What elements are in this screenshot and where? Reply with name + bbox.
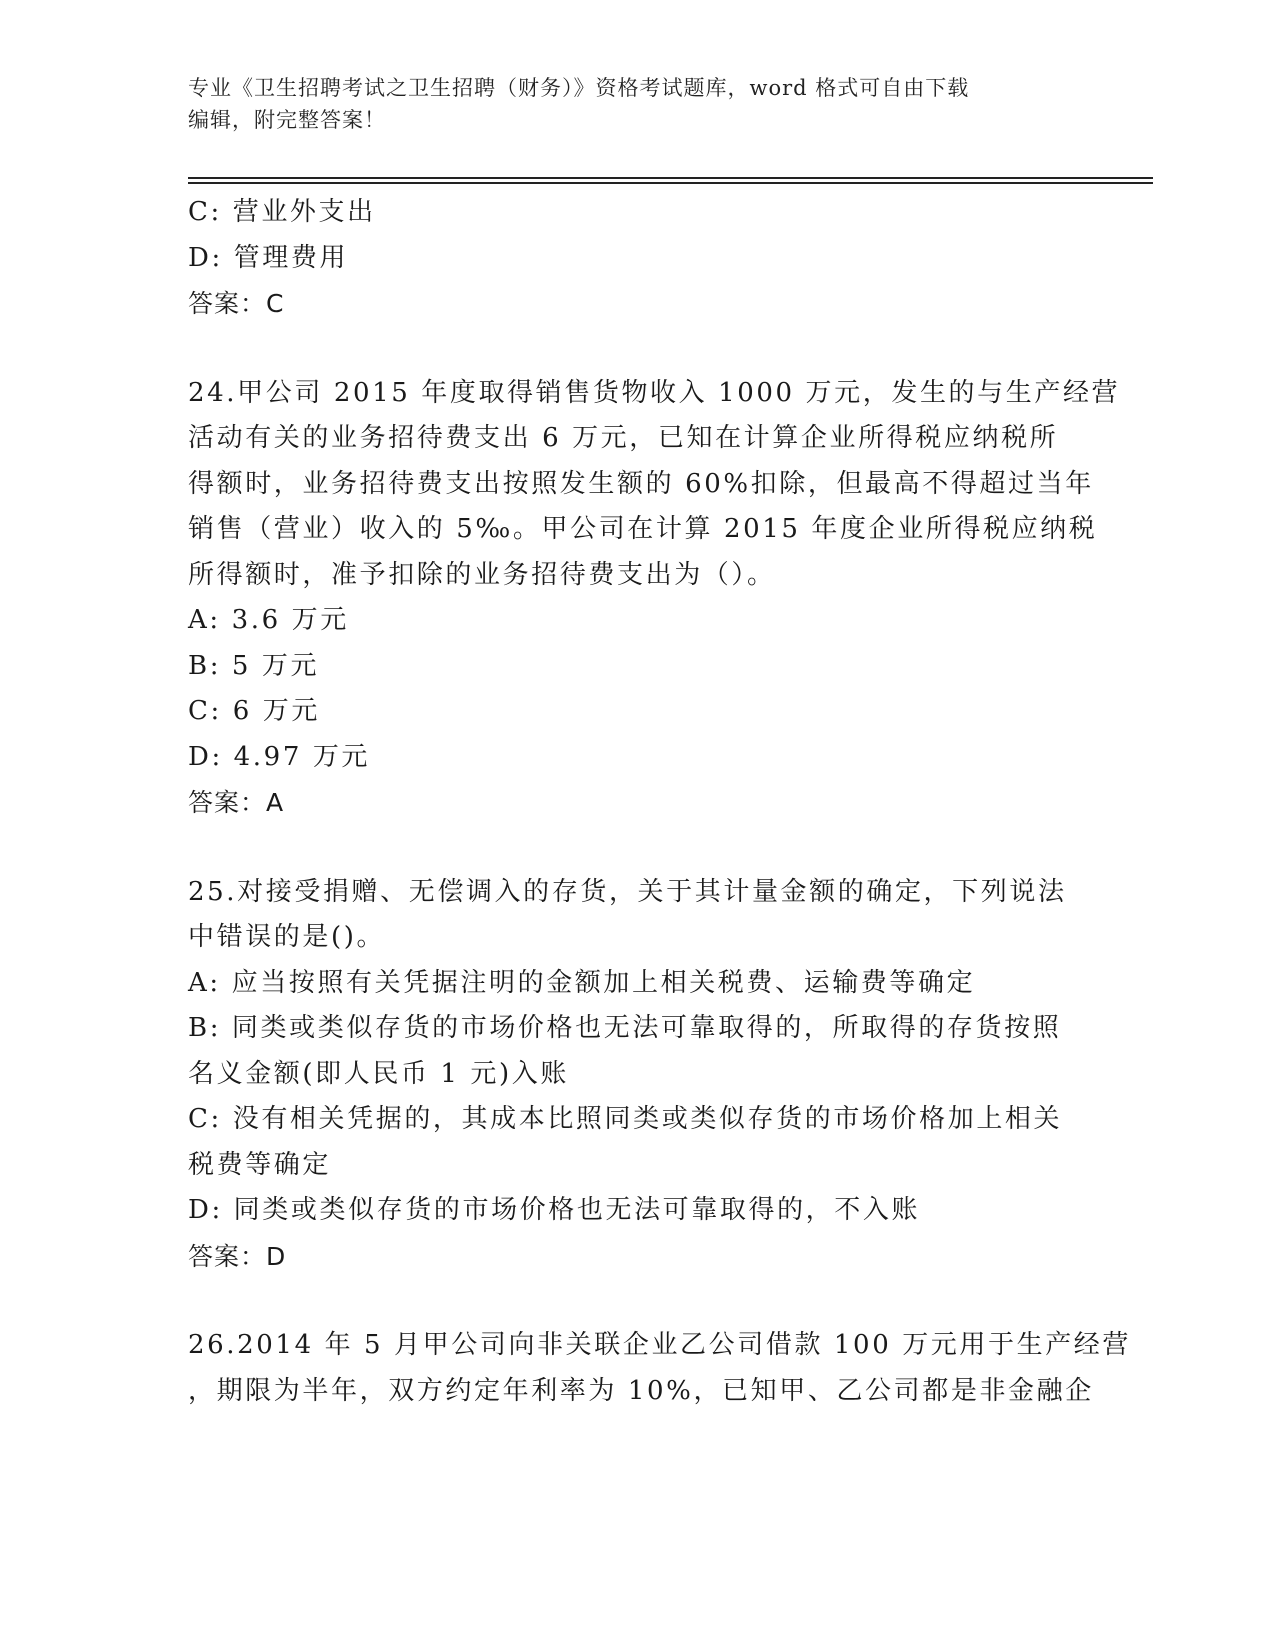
answer-line: 答案：C [188,289,285,318]
question-text-line: 销售（营业）收入的 5‰。甲公司在计算 2015 年度企业所得税应纳税 [188,514,1098,544]
header-divider-top [188,177,1153,179]
option-d: D: 管理费用 [188,242,349,273]
question-25 [188,870,1088,1280]
header-line-2: 编辑，附完整答案！ [188,108,386,132]
question-text-line: 26.2014 年 5 月甲公司向非关联企业乙公司借款 100 万元用于生产经营 [188,1330,1132,1360]
question-text-line: 活动有关的业务招待费支出 6 万元，已知在计算企业所得税应纳税所 [188,423,1059,453]
question-23-tail [188,190,1088,327]
option-b: B: 同类或类似存货的市场价格也无法可靠取得的，所取得的存货按照 [188,1013,1062,1043]
question-content [188,190,1132,1414]
header-line-1: 专业《卫生招聘考试之卫生招聘（财务）》资格考试题库，word 格式可自由下载 [188,76,970,100]
answer-line: 答案：D [188,1241,287,1271]
question-text-line: 24.甲公司 2015 年度取得销售货物收入 1000 万元，发生的与生产经营 [188,377,1121,408]
question-text-line: 所得额时，准予扣除的业务招待费支出为（）。 [188,559,776,590]
question-text-line: 25.对接受捐赠、无偿调入的存货，关于其计量金额的确定，下列说法 [188,876,1067,907]
option-c: C: 没有相关凭据的，其成本比照同类或类似存货的市场价格加上相关 [188,1104,1063,1134]
option-c: C: 6 万元 [188,696,320,726]
option-b-continued: 名义金额(即人民币 1 元)入账 [188,1058,569,1089]
option-a: A: 应当按照有关凭据注明的金额加上相关税费、运输费等确定 [188,967,976,998]
header-divider-bottom [188,182,1153,184]
option-b: B: 5 万元 [188,650,320,681]
option-d: D: 同类或类似存货的市场价格也无法可靠取得的，不入账 [188,1195,921,1225]
option-c-continued: 税费等确定 [188,1149,332,1180]
option-a: A: 3.6 万元 [188,605,349,635]
option-c: C: 营业外支出 [188,197,376,227]
answer-line: 答案：A [188,788,285,817]
question-24 [188,371,1121,826]
page-header [188,72,1088,136]
question-26 [188,1323,1132,1414]
question-text-line: 中错误的是()。 [188,922,386,952]
question-text-line: ，期限为半年，双方约定年利率为 10%，已知甲、乙公司都是非金融企 [188,1375,1094,1406]
question-text-line: 得额时，业务招待费支出按照发生额的 60%扣除，但最高不得超过当年 [188,468,1094,499]
option-d: D: 4.97 万元 [188,741,371,772]
